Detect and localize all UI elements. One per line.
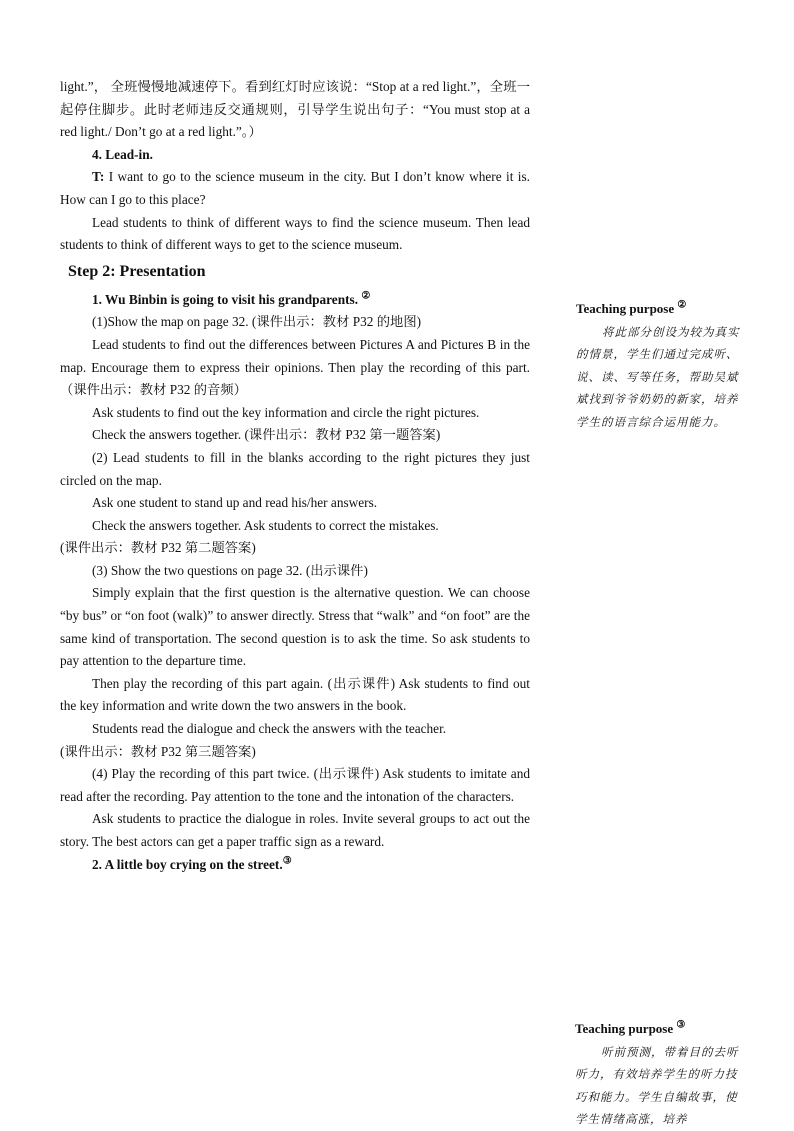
note-text: 将此部分创设为较为真实的情景，学生们通过完成听、说、读、写等任务，帮助吴斌斌找到爷爷奶奶的新家，培养学生的语言综合运用能力。: [576, 324, 740, 429]
paragraph: light.”， 全班慢慢地减速停下。看到红灯时应该说：“Stop at a red light.”，全班一起停住脚步。此时老师违反交通规则，引导学生说出句子：“You must stop at a red light./ Don’t go at a red light.”。）: [60, 79, 530, 140]
paragraph: Ask students to practice the dialogue in roles. Invite several groups to act out the story. The best actors can get a paper traffic sign as a reward.: [60, 811, 530, 849]
paragraph: (2) Lead students to fill in the blanks according to the right pictures they just circled on the map.: [60, 449, 530, 488]
paragraph: Lead students to think of different ways to find the science museum. Then lead students to think of different ways to get to the science museum.: [60, 214, 530, 253]
note-title: [576, 298, 748, 321]
paragraph: Then play the recording of this part again. (出示课件) Ask students to find out the key information and write down the two answers in the book.: [60, 675, 530, 714]
paragraph: Check the answers together. Ask students to correct the mistakes.: [92, 517, 439, 533]
paragraph: [60, 166, 530, 211]
subsection-title: 1. Wu Binbin is going to visit his grandparents.: [92, 291, 359, 307]
footnote-mark: ②: [677, 299, 687, 311]
paragraph: (1)Show the map on page 32. (课件出示：教材 P32 的地图): [92, 314, 422, 330]
paragraph: (4) Play the recording of this part twice. (出示课件) Ask students to imitate and read after the recording. Pay attention to the tone and the intonation of the characters.: [60, 766, 530, 804]
speaker-label: T:: [92, 169, 105, 185]
footnote-mark: ②: [361, 290, 371, 302]
subsection-title: 2. A little boy crying on the street.: [92, 856, 283, 872]
paragraph: (课件出示：教材 P32 第三题答案): [60, 743, 256, 759]
section-heading-lead-in: 4. Lead-in.: [92, 146, 153, 162]
sidebar-note-teaching-purpose-2: [576, 298, 748, 434]
subsection-heading: [60, 854, 530, 877]
main-column: [60, 76, 530, 876]
paragraph: Students read the dialogue and check the answers with the teacher.: [92, 721, 447, 737]
sidebar-note-teaching-purpose-3: [575, 1018, 747, 1131]
paragraph: Check the answers together. (课件出示：教材 P32 第一题答案): [92, 427, 441, 443]
note-text: 听前预测，带着目的去听听力，有效培养学生的听力技巧和能力。学生自编故事，使学生情绪高涨，培养: [575, 1044, 739, 1127]
note-title: [575, 1018, 747, 1041]
step-heading: Step 2: Presentation: [68, 262, 206, 280]
paragraph: Ask students to find out the key information and circle the right pictures.: [92, 404, 480, 420]
paragraph: Lead students to find out the differences between Pictures A and Pictures B in the map. Encourage them to express their opinions. Then play the recording of this part. （课件出示：教材 P32 的音频）: [60, 336, 530, 398]
subsection-heading: [60, 289, 530, 312]
note-title-text: Teaching purpose: [576, 301, 675, 316]
paragraph-text: I want to go to the science museum in the city. But I don’t know where it is. How can I go to this place?: [60, 169, 530, 207]
footnote-mark: ③: [676, 1019, 686, 1031]
paragraph: (课件出示：教材 P32 第二题答案): [60, 540, 256, 556]
footnote-mark: ③: [282, 855, 292, 867]
paragraph: (3) Show the two questions on page 32. (出示课件): [92, 562, 368, 578]
note-title-text: Teaching purpose: [575, 1021, 674, 1036]
paragraph: Simply explain that the first question is the alternative question. We can choose “by bus” or “on foot (walk)” to answer directly. Stress that “walk” and “on foot” are the same kind of transportation. The second question is to ask the time. So ask students to pay attention to the departure time.: [60, 585, 530, 669]
paragraph: Ask one student to stand up and read his/her answers.: [92, 495, 378, 511]
